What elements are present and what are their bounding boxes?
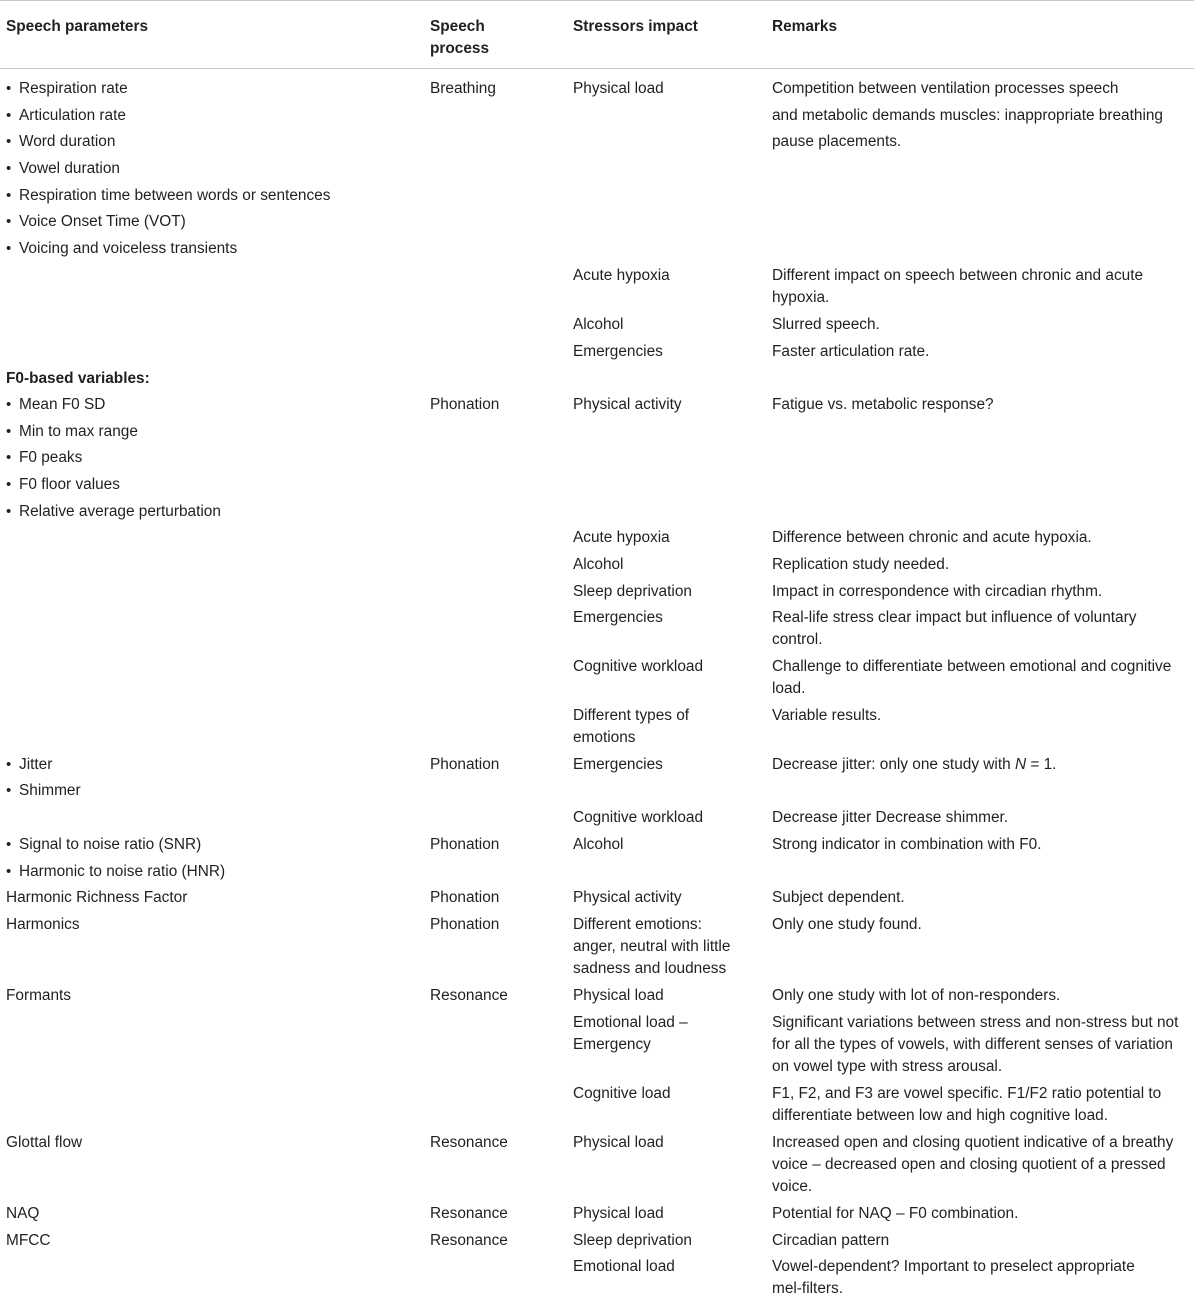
remark-line: mel-filters. xyxy=(772,1280,843,1297)
remark-line: Decrease jitter: only one study with N = 1. xyxy=(772,756,1057,773)
remark-line: Potential for NAQ – F0 combination. xyxy=(772,1205,1019,1222)
param-respiration-time: • Respiration time between words or sentences xyxy=(6,185,330,207)
stressor-emotions: Different types of xyxy=(573,707,690,724)
stressor-cognitive-load: Cognitive load xyxy=(573,1085,671,1102)
stressor-alcohol: Alcohol xyxy=(573,316,624,333)
remark-line: Difference between chronic and acute hypoxia. xyxy=(772,529,1092,546)
param-vot: • Voice Onset Time (VOT) xyxy=(6,211,186,233)
remark-line: Circadian pattern xyxy=(772,1232,890,1249)
param-jitter: • Jitter xyxy=(6,754,52,776)
process-resonance: Resonance xyxy=(430,1134,508,1151)
param-min-max-range: • Min to max range xyxy=(6,421,138,443)
param-harmonics: Harmonics xyxy=(6,916,80,933)
header-stressors-impact: Stressors impact xyxy=(573,18,698,35)
param-shimmer: • Shimmer xyxy=(6,780,81,802)
stressor-physical-load: Physical load xyxy=(573,1205,664,1222)
remark-line: Variable results. xyxy=(772,707,882,724)
param-formants: Formants xyxy=(6,987,71,1004)
remark-line: Decrease jitter Decrease shimmer. xyxy=(772,809,1009,826)
stressor-physical-activity: Physical activity xyxy=(573,889,682,906)
remark-line: for all the types of vowels, with different senses of variation xyxy=(772,1036,1173,1053)
param-naq: NAQ xyxy=(6,1205,40,1222)
remark-line: Strong indicator in combination with F0. xyxy=(772,836,1042,853)
param-f0-peaks: • F0 peaks xyxy=(6,447,82,469)
remark-line: voice. xyxy=(772,1178,813,1195)
param-mfcc: MFCC xyxy=(6,1232,51,1249)
stressor-physical-load: Physical load xyxy=(573,80,664,97)
remark-line: hypoxia. xyxy=(772,289,830,306)
stressor-cognitive-workload: Cognitive workload xyxy=(573,658,704,675)
stressor-emotions-line2: emotions xyxy=(573,729,636,746)
remark-line: Subject dependent. xyxy=(772,889,905,906)
process-resonance: Resonance xyxy=(430,987,508,1004)
param-harmonic-richness-factor: Harmonic Richness Factor xyxy=(6,889,188,906)
param-glottal-flow: Glottal flow xyxy=(6,1134,83,1151)
stressor-line: sadness and loudness xyxy=(573,960,727,977)
remark-line: load. xyxy=(772,680,806,697)
process-breathing: Breathing xyxy=(430,80,496,97)
param-mean-f0-sd: • Mean F0 SD xyxy=(6,394,105,416)
stressor-emergencies: Emergencies xyxy=(573,343,663,360)
stressor-emotional-load-line2: Emergency xyxy=(573,1036,651,1053)
process-phonation: Phonation xyxy=(430,756,500,773)
stressor-emergencies: Emergencies xyxy=(573,609,663,626)
stressor-alcohol: Alcohol xyxy=(573,836,624,853)
stressor-line: Different emotions: xyxy=(573,916,702,933)
remark-line: on vowel type with stress arousal. xyxy=(772,1058,1003,1075)
stressor-acute-hypoxia: Acute hypoxia xyxy=(573,529,670,546)
remark-line: Only one study found. xyxy=(772,916,922,933)
process-phonation: Phonation xyxy=(430,396,500,413)
remark-line: voice – decreased open and closing quotient of a pressed xyxy=(772,1156,1166,1173)
remark-line: Impact in correspondence with circadian rhythm. xyxy=(772,583,1103,600)
header-speech-process: Speech process xyxy=(430,18,490,57)
stressor-emotional-load: Emotional load xyxy=(573,1258,675,1275)
param-voicing-transients: • Voicing and voiceless transients xyxy=(6,238,237,260)
stressor-emotional-load: Emotional load – xyxy=(573,1014,688,1031)
remark-line: Different impact on speech between chronic and acute xyxy=(772,267,1144,284)
param-vowel-duration: • Vowel duration xyxy=(6,158,120,180)
remark-line: F1, F2, and F3 are vowel specific. F1/F2 ratio potential to xyxy=(772,1085,1162,1102)
param-snr: • Signal to noise ratio (SNR) xyxy=(6,834,201,856)
remark-line: Significant variations between stress and non-stress but not xyxy=(772,1014,1179,1031)
stressor-physical-activity: Physical activity xyxy=(573,396,682,413)
remark-line: Only one study with lot of non-responders. xyxy=(772,987,1061,1004)
stressor-sleep-deprivation: Sleep deprivation xyxy=(573,1232,692,1249)
stressor-alcohol: Alcohol xyxy=(573,556,624,573)
remark-line: Fatigue vs. metabolic response? xyxy=(772,396,994,413)
stressor-sleep-deprivation: Sleep deprivation xyxy=(573,583,692,600)
stressor-emergencies: Emergencies xyxy=(573,756,663,773)
header-remarks: Remarks xyxy=(772,18,838,35)
remark-line: pause placements. xyxy=(772,133,902,150)
remark-line: Slurred speech. xyxy=(772,316,880,333)
remark-line: and metabolic demands muscles: inappropriate breathing xyxy=(772,107,1163,124)
stressor-physical-load: Physical load xyxy=(573,987,664,1004)
process-phonation: Phonation xyxy=(430,916,500,933)
remark-line: Vowel-dependent? Important to preselect appropriate xyxy=(772,1258,1135,1275)
param-hnr: • Harmonic to noise ratio (HNR) xyxy=(6,861,225,883)
param-articulation-rate: • Articulation rate xyxy=(6,105,126,127)
process-phonation: Phonation xyxy=(430,836,500,853)
header-speech-parameters: Speech parameters xyxy=(6,18,149,35)
param-respiration-rate: • Respiration rate xyxy=(6,78,128,100)
process-resonance: Resonance xyxy=(430,1205,508,1222)
f0-heading: F0-based variables: xyxy=(6,370,150,387)
stressor-line: anger, neutral with little xyxy=(573,938,731,955)
process-phonation: Phonation xyxy=(430,889,500,906)
remark-line: control. xyxy=(772,631,823,648)
process-resonance: Resonance xyxy=(430,1232,508,1249)
remark-line: Challenge to differentiate between emotional and cognitive xyxy=(772,658,1172,675)
param-word-duration: • Word duration xyxy=(6,131,115,153)
remark-line: Real-life stress clear impact but influence of voluntary xyxy=(772,609,1137,626)
remark-line: Faster articulation rate. xyxy=(772,343,930,360)
remark-line: Increased open and closing quotient indicative of a breathy xyxy=(772,1134,1174,1151)
remark-line: differentiate between low and high cognitive load. xyxy=(772,1107,1108,1124)
stressor-cognitive-workload: Cognitive workload xyxy=(573,809,704,826)
remark-line: Competition between ventilation processes speech xyxy=(772,80,1119,97)
param-rap: • Relative average perturbation xyxy=(6,501,221,523)
stressor-acute-hypoxia: Acute hypoxia xyxy=(573,267,670,284)
stressor-physical-load: Physical load xyxy=(573,1134,664,1151)
remark-line: Replication study needed. xyxy=(772,556,950,573)
param-f0-floor: • F0 floor values xyxy=(6,474,120,496)
